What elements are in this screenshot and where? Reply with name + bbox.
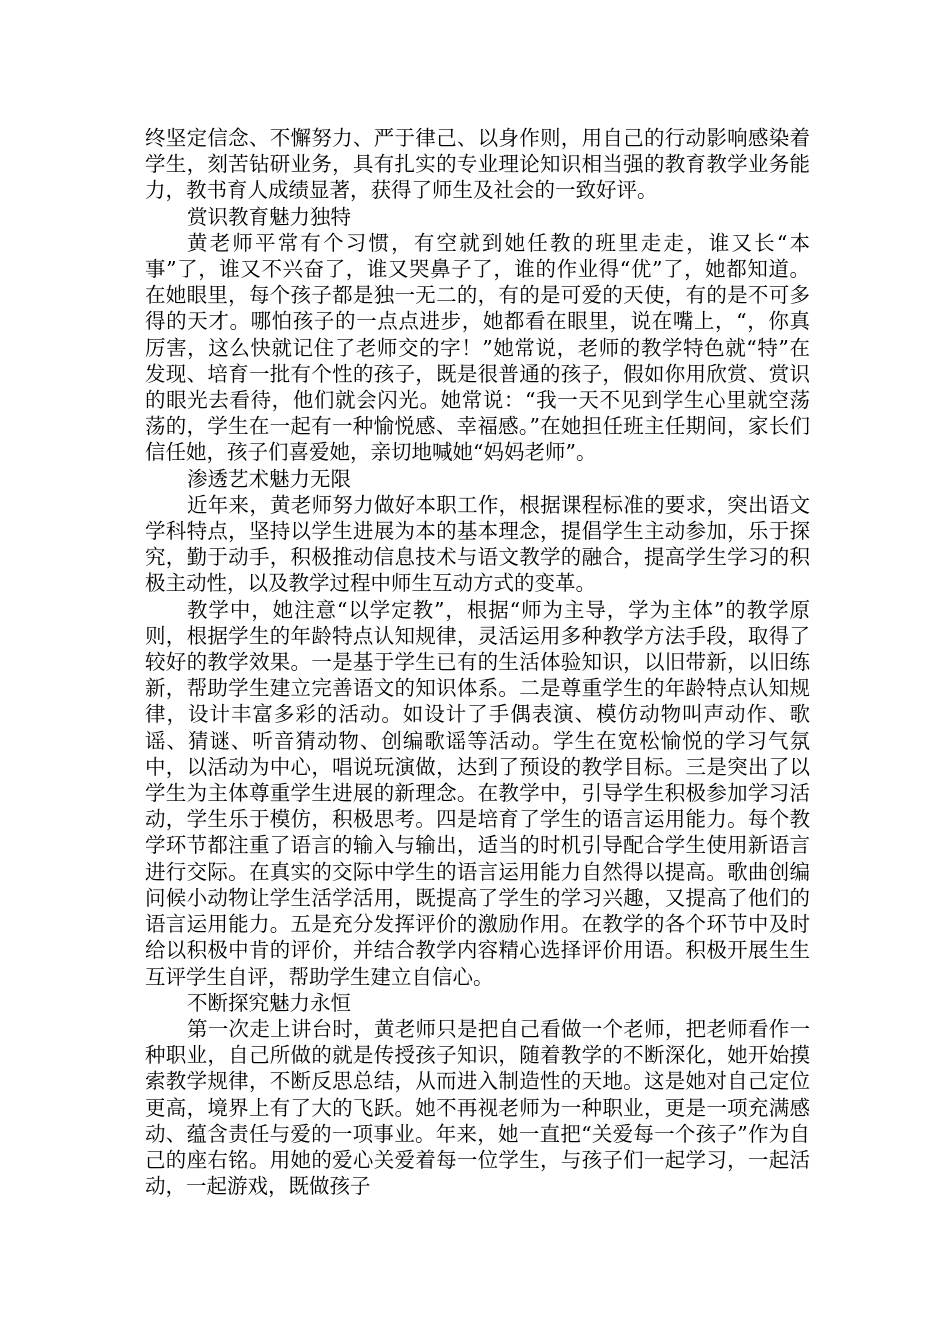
paragraph-art-1: 近年来，黄老师努力做好本职工作，根据课程标准的要求，突出语文学科特点，坚持以学生进展为本的基本理念，提倡学生主动参加，乐于探究，勤于动手，积极推动信息技术与语文教学的融合，提高学生学习的积极主动性，以及教学过程中师生互动方式的变革。: [145, 492, 810, 596]
paragraph-intro: 终坚定信念、不懈努力、严于律己、以身作则，用自己的行动影响感染着学生，刻苦钻研业务，具有扎实的专业理论知识相当强的教育教学业务能力，教书育人成绩显著，获得了师生及社会的一致好评。: [145, 126, 810, 203]
paragraph-explore: 第一次走上讲台时，黄老师只是把自己看做一个老师，把老师看作一种职业，自己所做的就是传授孩子知识，随着教学的不断深化，她开始摸索教学规律，不断反思总结，从而进入制造性的天地。这是她对自己定位更高，境界上有了大的飞跃。她不再视老师为一种职业，更是一项充满感动、蕴含责任与爱的一项事业。年来，她一直把“关爱每一个孩子”作为自己的座右铭。用她的爱心关爱着每一位学生，与孩子们一起学习，一起活动，一起游戏，既做孩子: [145, 1016, 810, 1199]
section-heading-appreciation: 赏识教育魅力独特: [187, 204, 351, 229]
section-heading-art: 渗透艺术魅力无限: [187, 466, 351, 491]
section-heading-explore: 不断探究魅力永恒: [187, 990, 351, 1015]
document-body: [145, 125, 810, 1199]
paragraph-art-2: 教学中，她注意“以学定教”，根据“师为主导，学为主体”的教学原则，根据学生的年龄特点认知规律，灵活运用多种教学方法手段，取得了较好的教学效果。一是基于学生已有的生活体验知识，以旧带新，以旧练新，帮助学生建立完善语文的知识体系。二是尊重学生的年龄特点认知规律，设计丰富多彩的活动。如设计了手偶表演、模仿动物叫声动作、歌谣、猜谜、听音猜动物、创编歌谣等活动。学生在宽松愉悦的学习气氛中，以活动为中心，唱说玩演做，达到了预设的教学目标。三是突出了以学生为主体尊重学生进展的新理念。在教学中，引导学生积极参加学习活动，学生乐于模仿，积极思考。四是培育了学生的语言运用能力。每个教学环节都注重了语言的输入与输出，适当的时机引导配合学生使用新语言进行交际。在真实的交际中学生的语言运用能力自然得以提高。歌曲创编问候小动物让学生活学活用，既提高了学生的学习兴趣，又提高了他们的语言运用能力。五是充分发挥评价的激励作用。在教学的各个环节中及时给以积极中肯的评价，并结合教学内容精心选择评价用语。积极开展生生互评学生自评，帮助学生建立自信心。: [145, 597, 810, 989]
paragraph-appreciation: 黄老师平常有个习惯，有空就到她任教的班里走走，谁又长“本事”了，谁又不兴奋了，谁又哭鼻子了，谁的作业得“优”了，她都知道。在她眼里，每个孩子都是独一无二的，有的是可爱的天使，有的是不可多得的天才。哪怕孩子的一点点进步，她都看在眼里，说在嘴上，“，你真厉害，这么快就记住了老师交的字！”她常说，老师的教学特色就“特”在发现、培育一批有个性的孩子，既是很普通的孩子，假如你用欣赏、赏识的眼光去看待，他们就会闪光。她常说：“我一天不见到学生心里就空荡荡的，学生在一起有一种愉悦感、幸福感。”在她担任班主任期间，家长们信任她，孩子们喜爱她，亲切地喊她“妈妈老师”。: [145, 230, 810, 465]
